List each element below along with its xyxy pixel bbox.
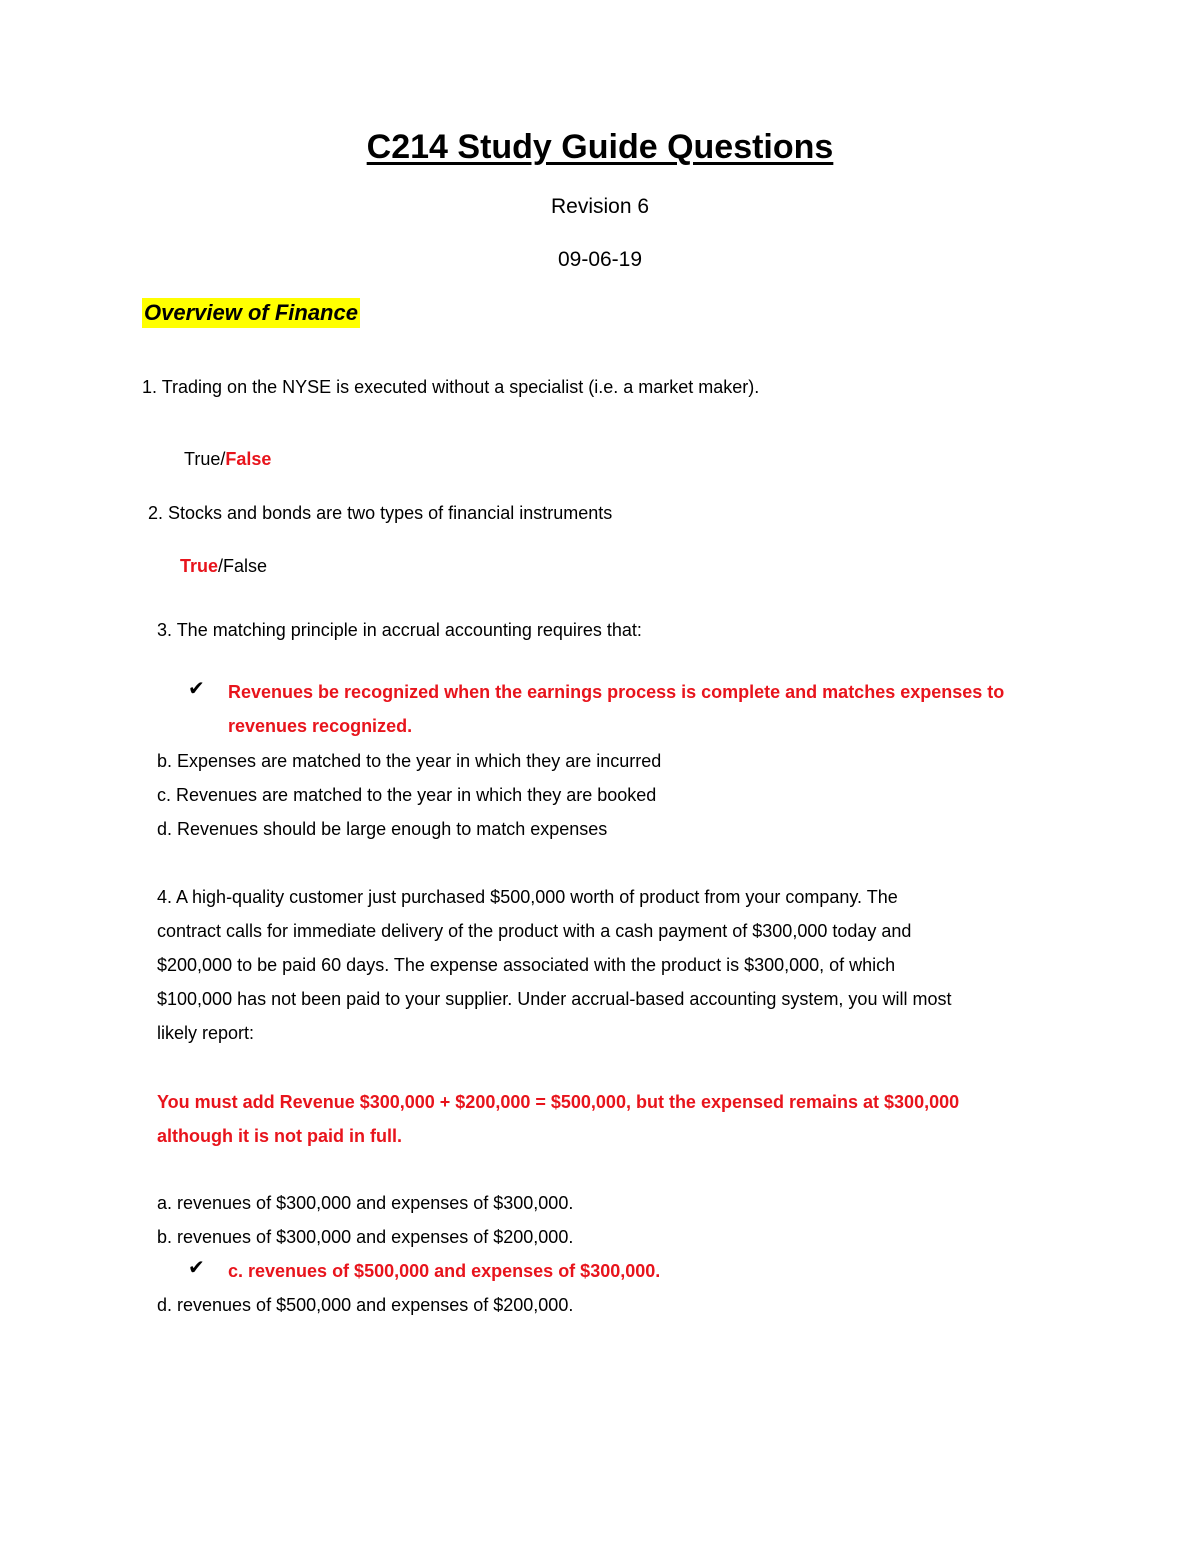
question-1-text: 1. Trading on the NYSE is executed without a specialist (i.e. a market maker). <box>142 377 760 397</box>
false-answer: False <box>225 449 272 469</box>
question-4-line4: $100,000 has not been paid to your supplier. Under accrual-based accounting system, you will most <box>157 989 952 1009</box>
question-4-line1: 4. A high-quality customer just purchased $500,000 worth of product from your company. The <box>157 887 898 907</box>
question-3-answer-line1: Revenues be recognized when the earnings process is complete and matches expenses to <box>228 682 1005 702</box>
date-label: 09-06-19 <box>557 248 643 271</box>
revision-label: Revision 6 <box>550 195 650 218</box>
true-label: True/ <box>184 449 226 469</box>
false-label: /False <box>218 556 268 576</box>
question-1-answer <box>184 442 271 476</box>
question-4-option-b: b. revenues of $300,000 and expenses of $200,000. <box>157 1227 574 1247</box>
question-4-explanation-line2: although it is not paid in full. <box>157 1126 402 1146</box>
question-4-option-d: d. revenues of $500,000 and expenses of $200,000. <box>157 1295 574 1315</box>
question-4-line2: contract calls for immediate delivery of the product with a cash payment of $300,000 today and <box>157 921 912 941</box>
section-heading: Overview of Finance <box>142 298 360 328</box>
page-title: C214 Study Guide Questions <box>366 128 834 166</box>
question-3-text: 3. The matching principle in accrual accounting requires that: <box>157 620 642 640</box>
checkmark-icon: ✔ <box>188 1257 205 1279</box>
question-4-explanation-line1: You must add Revenue $300,000 + $200,000 = $500,000, but the expensed remains at $300,000 <box>157 1092 960 1112</box>
question-3-option-d: d. Revenues should be large enough to match expenses <box>157 819 608 839</box>
true-answer: True <box>180 556 219 576</box>
question-3-answer-line2: revenues recognized. <box>228 716 413 736</box>
question-2-answer <box>180 549 267 583</box>
question-4-option-c: c. revenues of $500,000 and expenses of $300,000. <box>228 1261 661 1281</box>
question-4-line5: likely report: <box>157 1023 255 1043</box>
question-4-option-a: a. revenues of $300,000 and expenses of $300,000. <box>157 1193 574 1213</box>
question-3-option-b: b. Expenses are matched to the year in which they are incurred <box>157 751 662 771</box>
checkmark-icon: ✔ <box>188 678 205 700</box>
question-4-line3: $200,000 to be paid 60 days. The expense associated with the product is $300,000, of which <box>157 955 896 975</box>
question-2-text: 2. Stocks and bonds are two types of financial instruments <box>148 503 613 523</box>
question-3-option-c: c. Revenues are matched to the year in which they are booked <box>157 785 657 805</box>
